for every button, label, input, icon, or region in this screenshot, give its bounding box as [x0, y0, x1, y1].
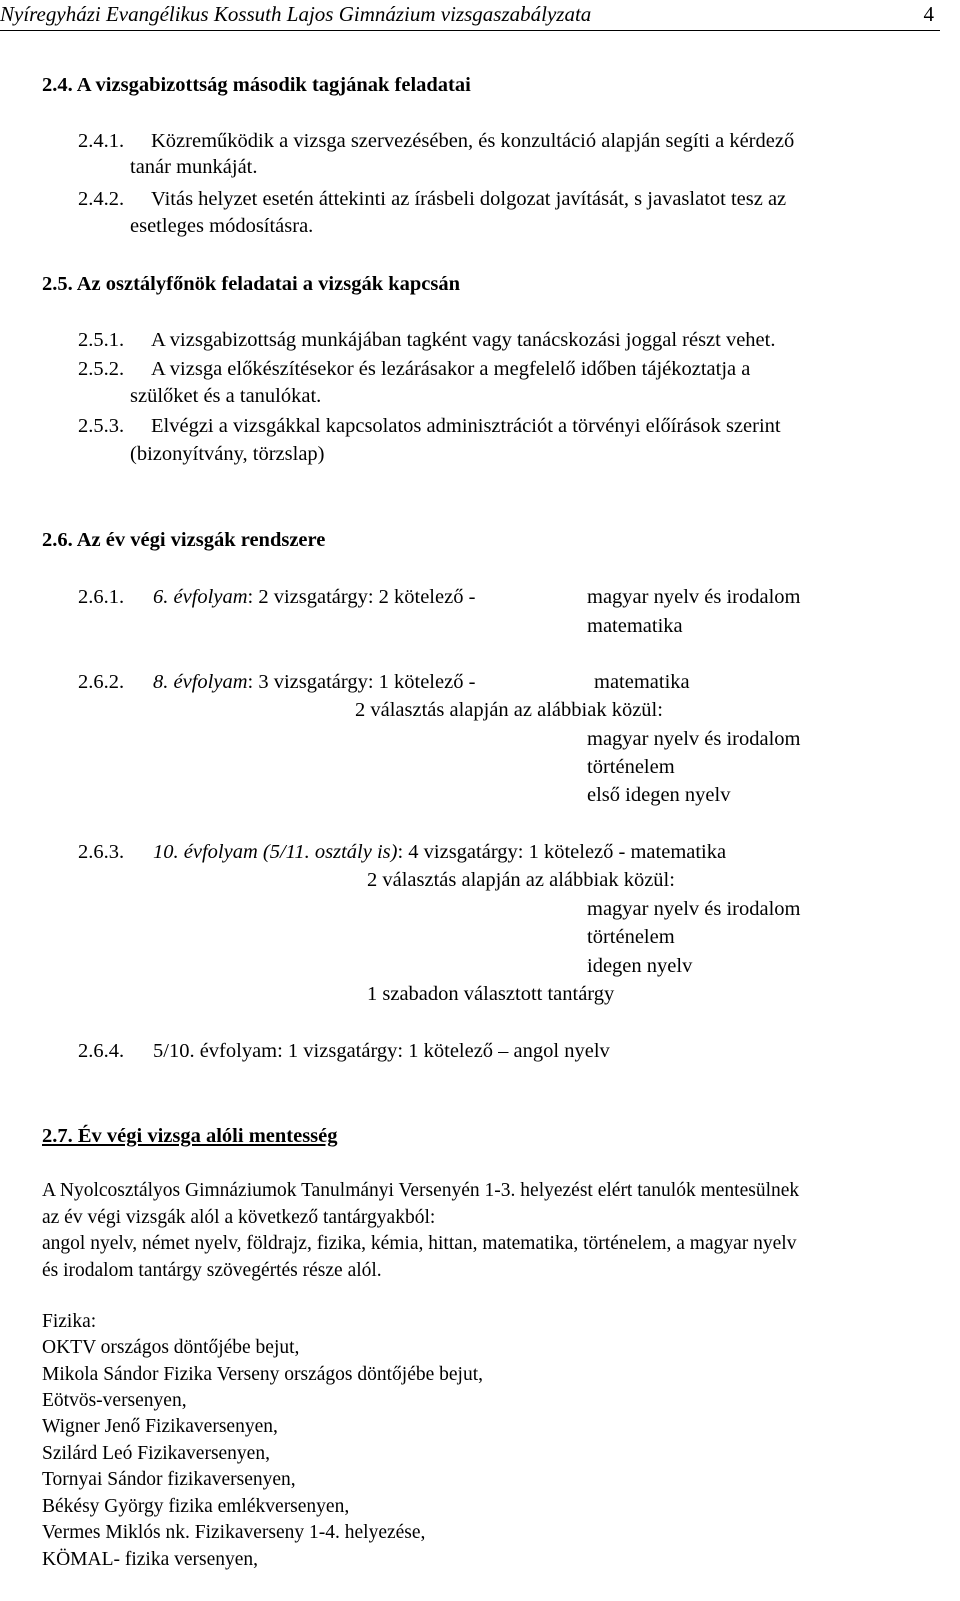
free-choice-line: 1 szabadon választott tantárgy — [367, 983, 615, 1005]
paragraph-line: az év végi vizsgák alól a következő tantárgyakból: — [42, 1207, 436, 1228]
list-item: Wigner Jenő Fizikaversenyen, — [42, 1416, 278, 1437]
section-heading-2-5: 2.5. Az osztályfőnök feladatai a vizsgák kapcsán — [42, 273, 460, 295]
item-text: Közreműködik a vizsga szervezésében, és konzultáció alapján segíti a kérdező — [151, 130, 795, 152]
subject: idegen nyelv — [587, 955, 693, 977]
item-number: 2.5.3. — [78, 415, 125, 437]
section-heading-2-4: 2.4. A vizsgabizottság második tagjának feladatai — [42, 74, 471, 96]
paragraph-line: angol nyelv, német nyelv, földrajz, fizika, kémia, hittan, matematika, történelem, a magyar nyelv — [42, 1233, 797, 1254]
exam-count: : 4 vizsgatárgy: 1 kötelező - matematika — [397, 841, 727, 863]
subject: matematika — [594, 671, 690, 693]
list-item: Szilárd Leó Fizikaversenyen, — [42, 1443, 270, 1464]
item-number: 2.6.2. — [78, 671, 125, 693]
item-number: 2.6.4. — [78, 1040, 125, 1062]
paragraph-line: A Nyolcosztályos Gimnáziumok Tanulmányi Versenyén 1-3. helyezést elért tanulók mentesülnek — [42, 1180, 800, 1201]
subject: első idegen nyelv — [587, 784, 731, 806]
section-heading-2-6: 2.6. Az év végi vizsgák rendszere — [42, 529, 326, 551]
exam-line — [153, 583, 475, 611]
item-number: 2.5.2. — [78, 358, 125, 380]
exam-line — [153, 838, 726, 866]
list-item: OKTV országos döntőjébe bejut, — [42, 1337, 300, 1358]
fizika-label: Fizika: — [42, 1311, 97, 1332]
list-item: Békésy György fizika emlékversenyen, — [42, 1496, 350, 1517]
list-item: Eötvös-versenyen, — [42, 1390, 187, 1411]
section-heading-text: 2.7. Év végi vizsga alóli mentesség — [42, 1125, 338, 1147]
exam-line — [153, 668, 475, 696]
item-text: Elvégzi a vizsgákkal kapcsolatos adminisztrációt a törvényi előírások szerint — [151, 415, 781, 437]
subject: magyar nyelv és irodalom — [587, 586, 801, 608]
paragraph-line: és irodalom tantárgy szövegértés része alól. — [42, 1260, 382, 1281]
grade-label: 10. évfolyam (5/11. osztály is) — [153, 841, 398, 863]
item-number: 2.5.1. — [78, 329, 125, 351]
choice-line: 2 választás alapján az alábbiak közül: — [367, 869, 675, 891]
section-heading-2-7 — [42, 1122, 338, 1150]
item-number: 2.4.2. — [78, 188, 125, 210]
choice-line: 2 választás alapján az alábbiak közül: — [355, 699, 663, 721]
item-text-continued: tanár munkáját. — [130, 156, 258, 178]
exam-count: : 3 vizsgatárgy: 1 kötelező - — [247, 671, 476, 693]
item-text: A vizsgabizottság munkájában tagként vagy tanácskozási joggal részt vehet. — [151, 329, 776, 351]
subject: magyar nyelv és irodalom — [587, 898, 801, 920]
subject: matematika — [587, 615, 683, 637]
item-text: A vizsga előkészítésekor és lezárásakor a megfelelő időben tájékoztatja a — [151, 358, 751, 380]
subject: magyar nyelv és irodalom — [587, 728, 801, 750]
list-item: Tornyai Sándor fizikaversenyen, — [42, 1469, 296, 1490]
subject: történelem — [587, 756, 675, 778]
item-text-continued: szülőket és a tanulókat. — [130, 385, 322, 407]
exam-line: 5/10. évfolyam: 1 vizsgatárgy: 1 kötelező – angol nyelv — [153, 1040, 610, 1062]
item-text-continued: esetleges módosításra. — [130, 215, 314, 237]
grade-label: 8. évfolyam — [153, 671, 248, 693]
item-text: Vitás helyzet esetén áttekinti az írásbeli dolgozat javítását, s javaslatot tesz az — [151, 188, 787, 210]
item-number: 2.4.1. — [78, 130, 125, 152]
page-header — [0, 0, 940, 31]
list-item: Mikola Sándor Fizika Verseny országos döntőjébe bejut, — [42, 1364, 484, 1385]
list-item: KÖMAL- fizika versenyen, — [42, 1549, 259, 1570]
exam-count: : 2 vizsgatárgy: 2 kötelező - — [247, 586, 476, 608]
subject: történelem — [587, 926, 675, 948]
page-number: 4 — [923, 2, 934, 26]
grade-label: 6. évfolyam — [153, 586, 248, 608]
item-text-continued: (bizonyítvány, törzslap) — [130, 443, 325, 465]
item-number: 2.6.3. — [78, 841, 125, 863]
list-item: Vermes Miklós nk. Fizikaverseny 1-4. helyezése, — [42, 1522, 426, 1543]
item-number: 2.6.1. — [78, 586, 125, 608]
header-title: Nyíregyházi Evangélikus Kossuth Lajos Gimnázium vizsgaszabályzata — [0, 2, 592, 26]
